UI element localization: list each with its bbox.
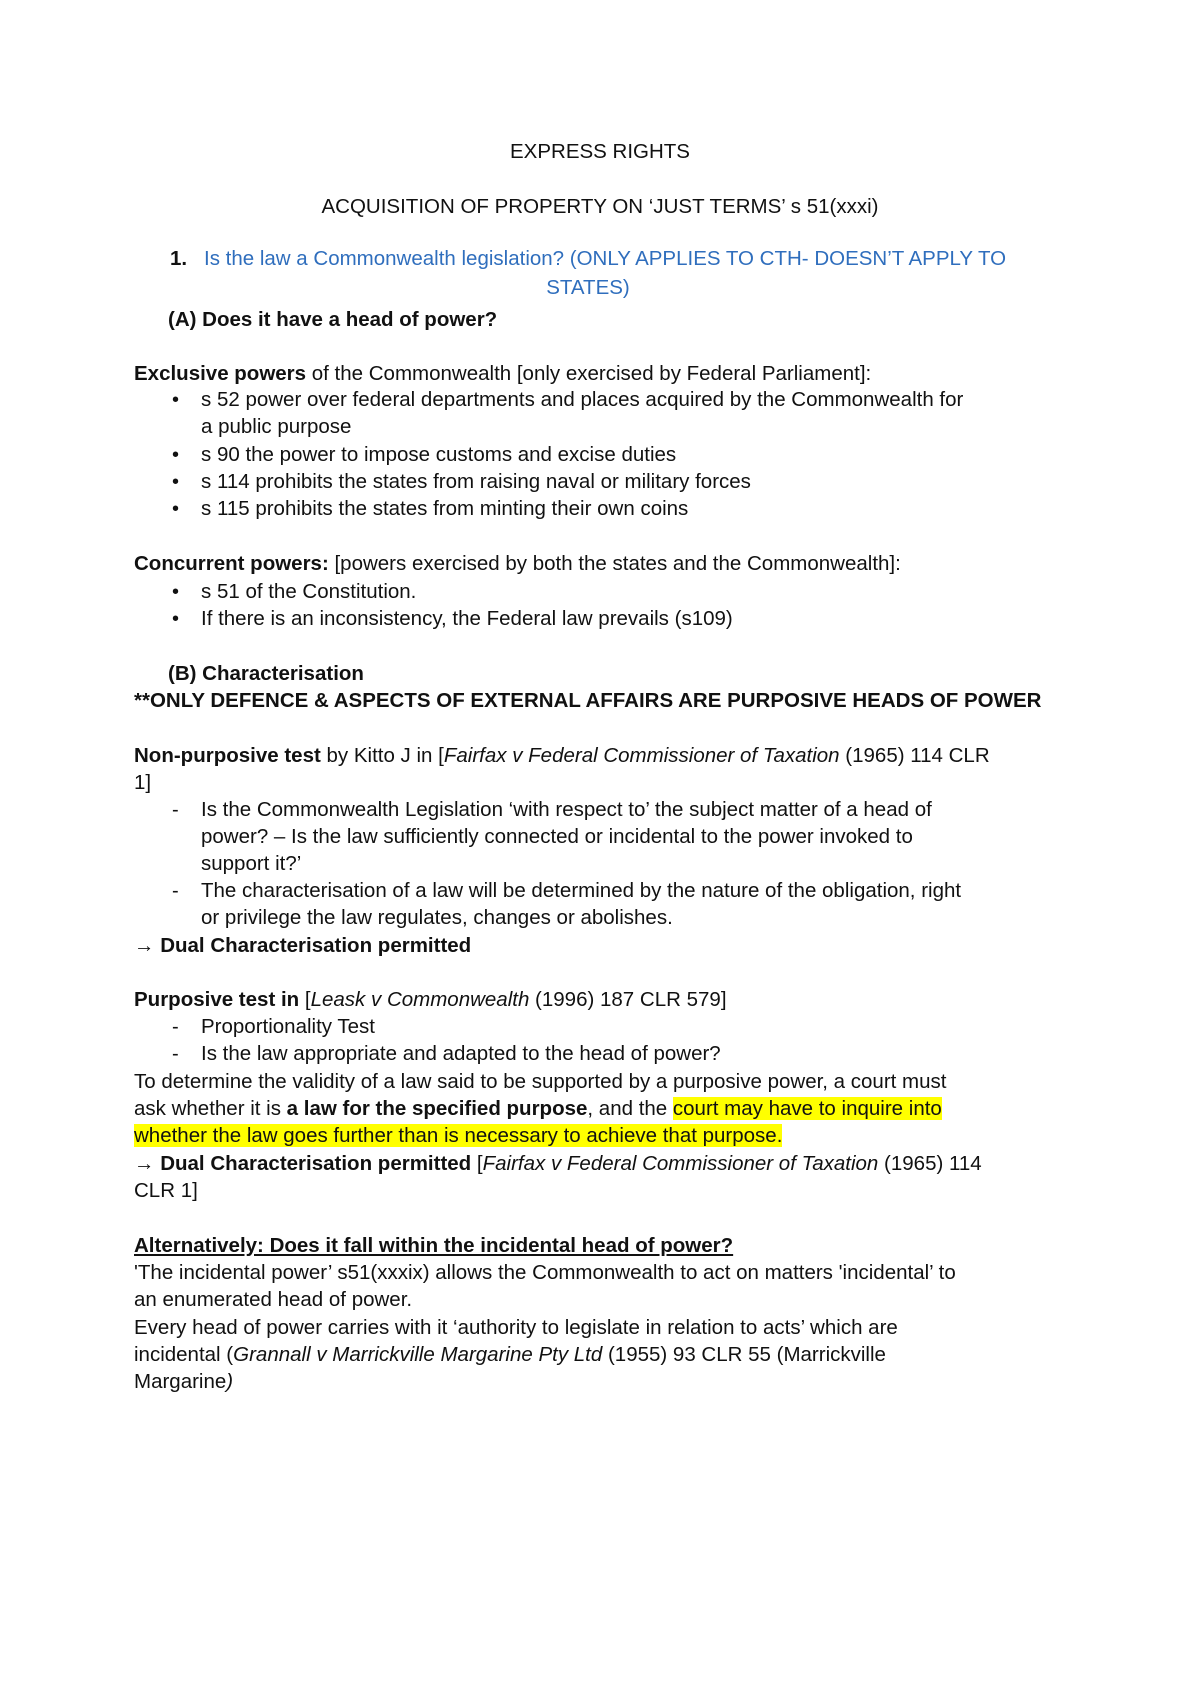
purposive-para-line2: ask whether it is a law for the specified purpose, and the court may have to inquire into (134, 1097, 942, 1120)
nonpurposive-test-line1: Non-purposive test by Kitto J in [Fairfax v Federal Commissioner of Taxation (1965) 114 CLR (134, 744, 990, 767)
highlighted-text: whether the law goes further than is necessary to achieve that purpose. (134, 1124, 783, 1147)
purposive-dual-line2: CLR 1] (134, 1179, 198, 1202)
incidental-line2: an enumerated head of power. (134, 1288, 413, 1311)
nonpurposive-test-line2: 1] (134, 771, 152, 794)
arrow-icon: → (134, 934, 155, 957)
dash-icon: - (172, 1016, 179, 1038)
nonpurposive-item-1-line1: Is the Commonwealth Legislation ‘with respect to’ the subject matter of a head of (201, 798, 932, 821)
bullet-icon: • (172, 471, 180, 493)
document-subtitle: ACQUISITION OF PROPERTY ON ‘JUST TERMS’ s 51(xxxi) (321, 195, 879, 218)
purposive-para-line3 (134, 1122, 782, 1150)
section-a-heading: (A) Does it have a head of power? (168, 308, 498, 331)
nonpurposive-dual-line: → Dual Characterisation permitted (134, 934, 472, 957)
purposive-test-line: Purposive test in [Leask v Commonwealth (1996) 187 CLR 579] (134, 988, 727, 1011)
bullet-icon: • (172, 444, 180, 466)
arrow-icon: → (134, 1152, 155, 1175)
purposive-item-2: Is the law appropriate and adapted to the head of power? (201, 1042, 721, 1065)
incidental-heading: Alternatively: Does it fall within the incidental head of power? (134, 1234, 734, 1257)
exclusive-item-3: s 114 prohibits the states from raising naval or military forces (201, 470, 751, 493)
exclusive-item-4: s 115 prohibits the states from minting their own coins (201, 497, 689, 520)
incidental-line4: incidental (Grannall v Marrickville Margarine Pty Ltd (1955) 93 CLR 55 (Marrickville (134, 1343, 886, 1366)
bullet-icon: • (172, 581, 180, 603)
nonpurposive-item-1-line3: support it?’ (201, 852, 302, 875)
section-b-heading: (B) Characterisation (168, 662, 364, 685)
dash-icon: - (172, 1043, 179, 1065)
bullet-icon: • (172, 608, 180, 630)
q1-number: 1. (170, 247, 188, 270)
concurrent-powers-intro: Concurrent powers: [powers exercised by both the states and the Commonwealth]: (134, 552, 901, 575)
bullet-icon: • (172, 389, 180, 411)
purposive-item-1: Proportionality Test (201, 1015, 375, 1038)
exclusive-item-1-line2: a public purpose (201, 415, 352, 438)
incidental-line1: 'The incidental power’ s51(xxxix) allows the Commonwealth to act on matters 'incidental’ to (134, 1261, 956, 1284)
nonpurposive-item-1-line2: power? – Is the law sufficiently connected or incidental to the power invoked to (201, 825, 913, 848)
q1-line2: STATES) (546, 276, 630, 299)
exclusive-powers-intro: Exclusive powers of the Commonwealth [only exercised by Federal Parliament]: (134, 362, 872, 385)
dash-icon: - (172, 799, 179, 821)
bullet-icon: • (172, 498, 180, 520)
highlighted-text: court may have to inquire into (672, 1097, 942, 1120)
exclusive-item-2: s 90 the power to impose customs and excise duties (201, 443, 677, 466)
incidental-line3: Every head of power carries with it ‘authority to legislate in relation to acts’ which are (134, 1316, 898, 1339)
nonpurposive-item-2-line2: or privilege the law regulates, changes or abolishes. (201, 906, 673, 929)
document-title: EXPRESS RIGHTS (510, 140, 690, 163)
concurrent-item-1: s 51 of the Constitution. (201, 580, 417, 603)
exclusive-item-1-line1: s 52 power over federal departments and places acquired by the Commonwealth for (201, 388, 964, 411)
concurrent-item-2: If there is an inconsistency, the Federal law prevails (s109) (201, 607, 733, 630)
purposive-para-line1: To determine the validity of a law said to be supported by a purposive power, a court must (134, 1070, 947, 1093)
nonpurposive-item-2-line1: The characterisation of a law will be determined by the nature of the obligation, right (201, 879, 962, 902)
purposive-heads-note: **ONLY DEFENCE & ASPECTS OF EXTERNAL AFFAIRS ARE PURPOSIVE HEADS OF POWER (134, 689, 1042, 712)
dash-icon: - (172, 880, 179, 902)
incidental-line5: Margarine) (134, 1370, 234, 1393)
purposive-dual-line: → Dual Characterisation permitted [Fairfax v Federal Commissioner of Taxation (1965) 114 (134, 1152, 982, 1175)
q1-line1: Is the law a Commonwealth legislation? (ONLY APPLIES TO CTH- DOESN’T APPLY TO (204, 247, 1007, 270)
